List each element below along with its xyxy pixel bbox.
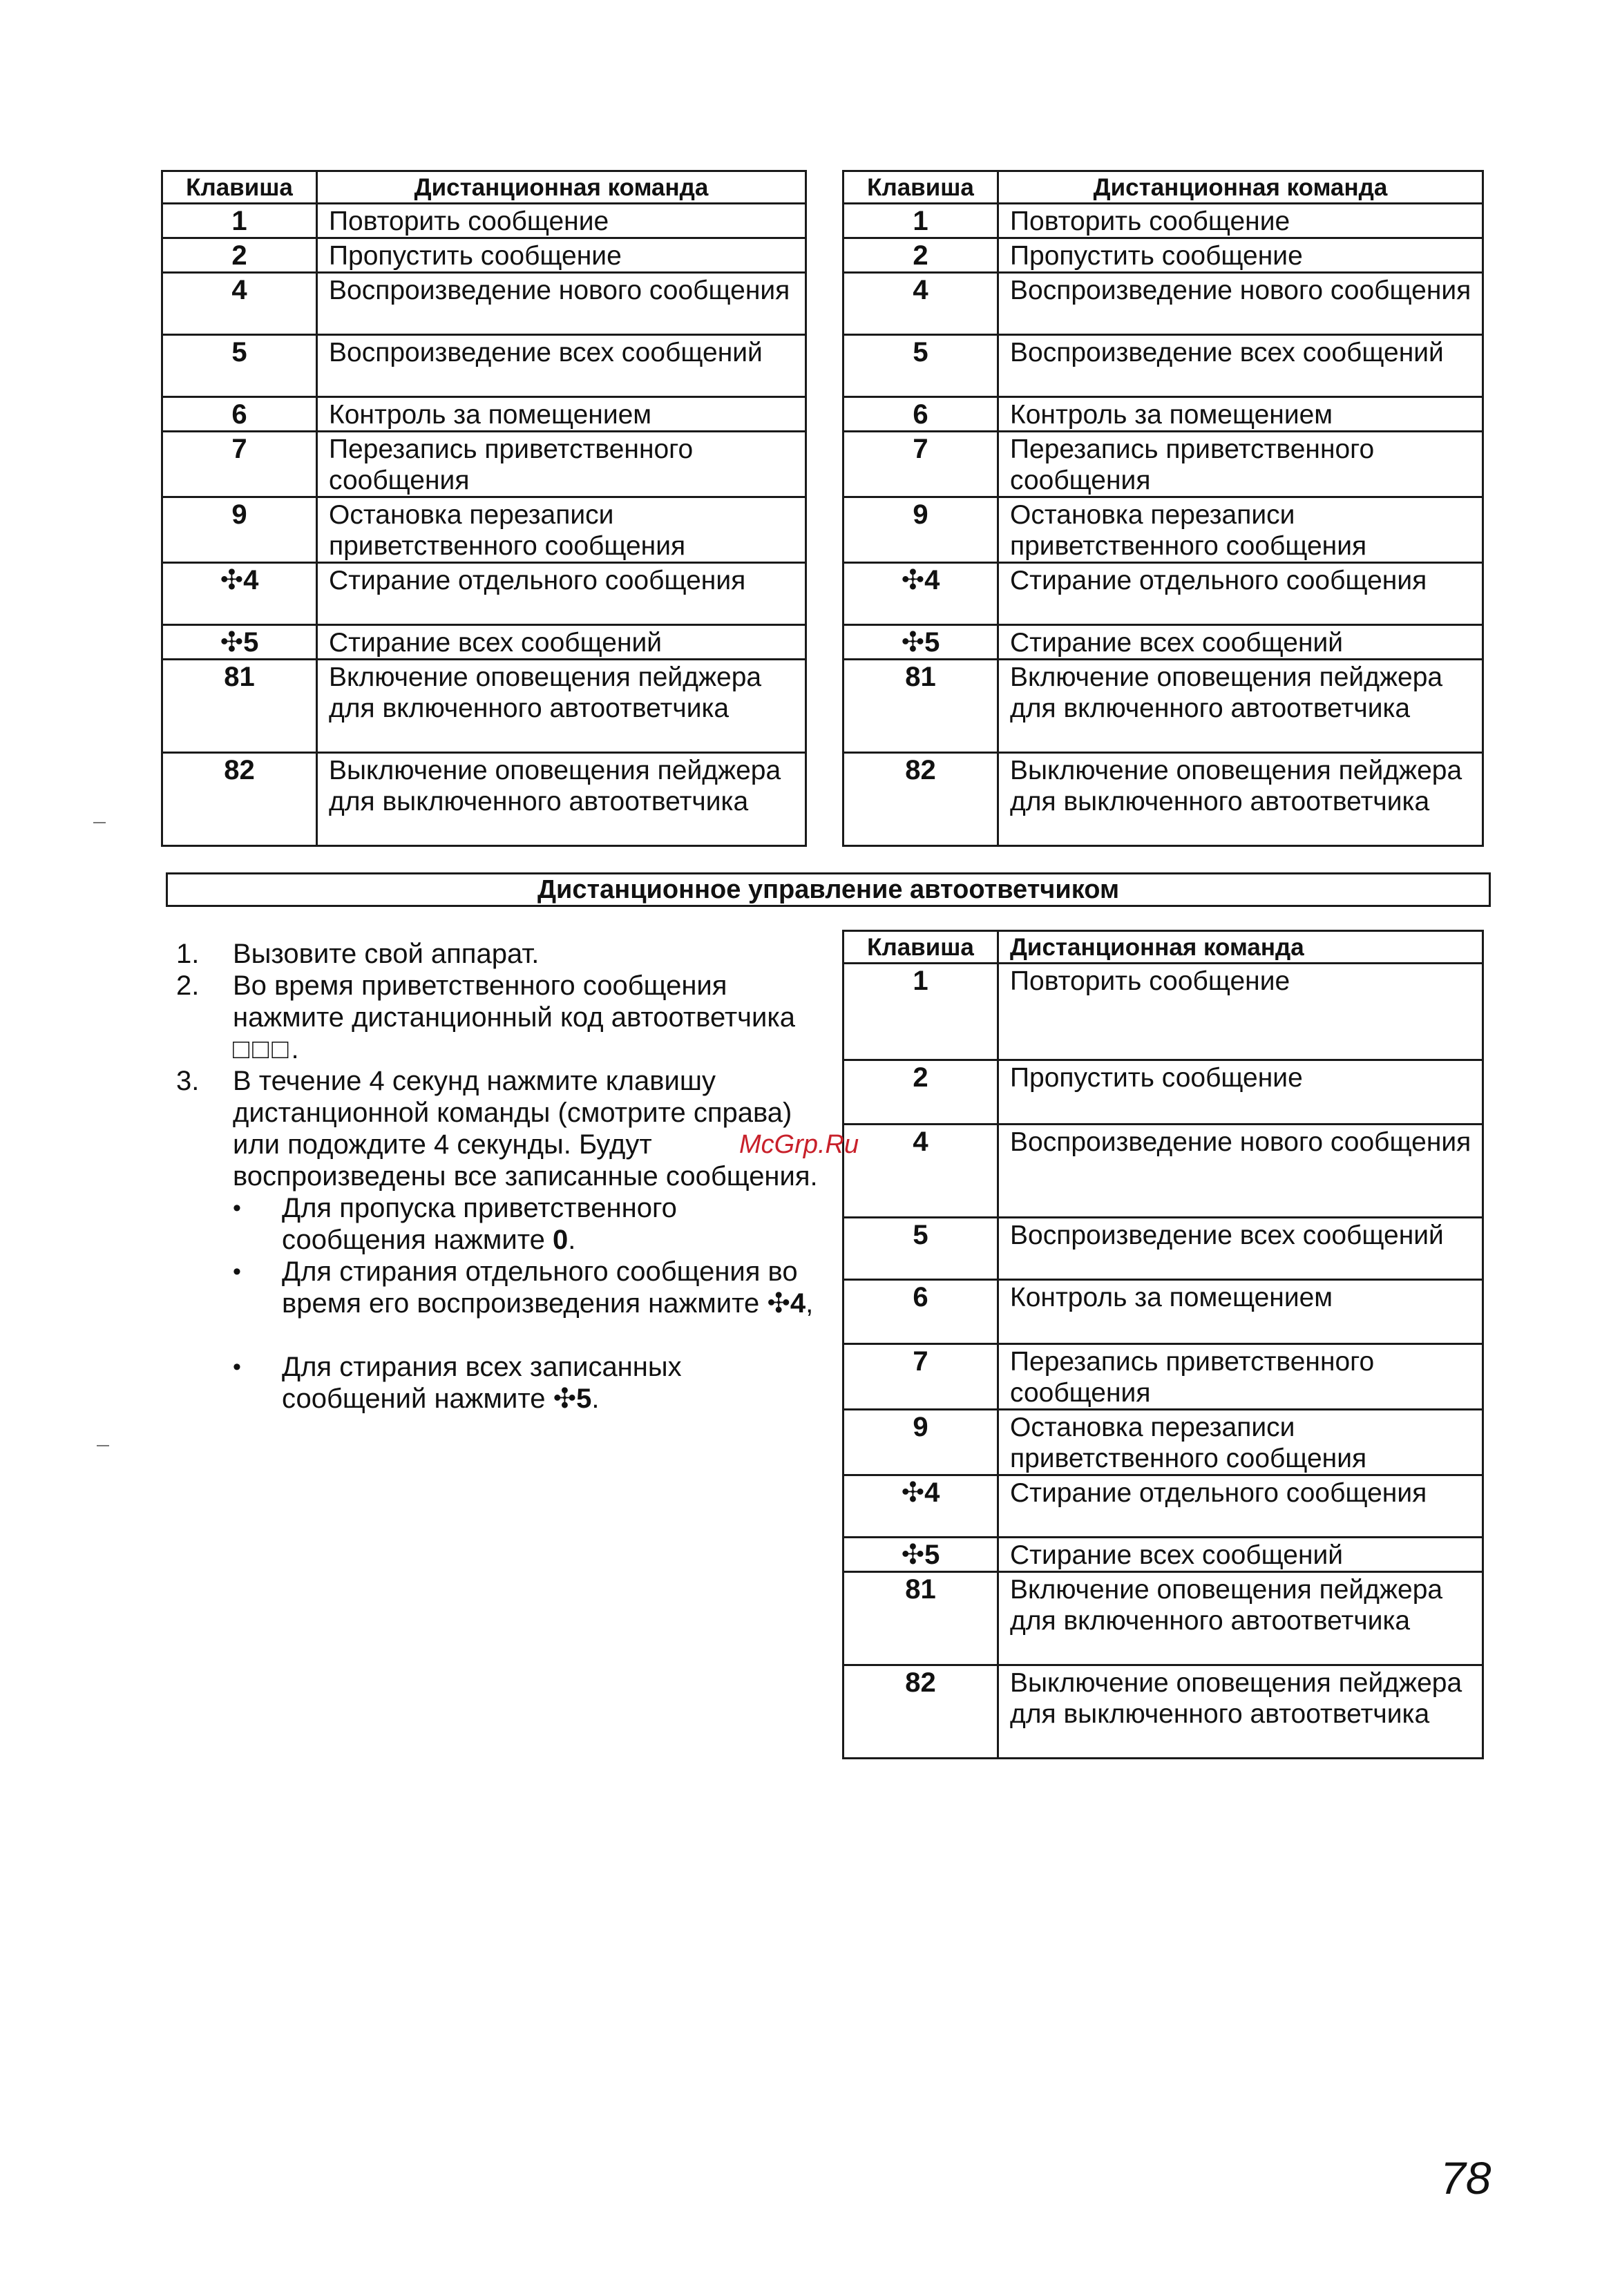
- row-command: Воспроизведение всех сообщений: [317, 335, 806, 397]
- bullet-skip-greeting: [176, 1192, 826, 1256]
- row-key: 7: [162, 432, 317, 497]
- instructions: [176, 938, 826, 1415]
- row-command: Включение оповещения пейджера для включенного автоответчика: [998, 1572, 1483, 1665]
- row-key: 81: [843, 1572, 998, 1665]
- step-number: 1.: [176, 939, 200, 969]
- row-key: 1: [162, 204, 317, 238]
- section-title: Дистанционное управление автоответчиком: [166, 872, 1491, 907]
- row-command: Стирание отдельного сообщения: [317, 563, 806, 625]
- command-table-bottom: [842, 930, 1484, 1759]
- header-key: Клавиша: [843, 171, 998, 204]
- row-command: Перезапись приветственного сообщения: [998, 432, 1483, 497]
- table-row: [843, 1475, 1483, 1538]
- row-key: 7: [843, 1344, 998, 1410]
- row-command: Включение оповещения пейджера для включенного автоответчика: [317, 660, 806, 753]
- row-command: Пропустить сообщение: [317, 238, 806, 273]
- row-command: Стирание отдельного сообщения: [998, 1475, 1483, 1538]
- row-key: 1: [843, 204, 998, 238]
- step-2: [176, 970, 826, 1065]
- header-command: Дистанционная команда: [998, 931, 1483, 964]
- table-row: [843, 238, 1483, 273]
- header-key: Клавиша: [162, 171, 317, 204]
- bullet-dot: •: [233, 1259, 241, 1285]
- table-row: [162, 397, 806, 432]
- step-number: 3.: [176, 1066, 200, 1096]
- table-row: [843, 1218, 1483, 1280]
- row-command: Повторить сообщение: [998, 204, 1483, 238]
- table-header-row: [162, 171, 806, 204]
- table-row: [843, 660, 1483, 753]
- table-row: [162, 497, 806, 563]
- row-key: 82: [843, 1665, 998, 1759]
- row-key: ✣4: [843, 1475, 998, 1538]
- row-key: 6: [162, 397, 317, 432]
- table-row: [162, 660, 806, 753]
- table-row: [162, 563, 806, 625]
- step-number: 2.: [176, 970, 200, 1001]
- row-key: ✣5: [843, 1538, 998, 1572]
- table-row: [162, 432, 806, 497]
- row-key: 81: [843, 660, 998, 753]
- table-row: [843, 1572, 1483, 1665]
- table-header-row: [843, 931, 1483, 964]
- table-row: [843, 432, 1483, 497]
- row-key: 5: [843, 1218, 998, 1280]
- row-key: 5: [843, 335, 998, 397]
- step-text: В течение 4 секунд нажмите клавишу дистанционной команды (смотрите справа) или подождите 4 секунды. Будут воспроизведены все записанные сообщения.: [233, 1066, 818, 1192]
- row-key: 1: [843, 964, 998, 1060]
- bullet-erase-all: [176, 1351, 826, 1415]
- table-row: [843, 1344, 1483, 1410]
- table-row: [843, 625, 1483, 660]
- row-command: Пропустить сообщение: [998, 238, 1483, 273]
- row-command: Выключение оповещения пейджера для выключенного автоответчика: [998, 1665, 1483, 1759]
- row-key: 9: [843, 1410, 998, 1475]
- table-row: [843, 204, 1483, 238]
- bullet-key: ✣4: [767, 1288, 806, 1319]
- row-key: 5: [162, 335, 317, 397]
- table-row: [162, 273, 806, 335]
- table-row: [843, 335, 1483, 397]
- bullet-dot: •: [233, 1354, 241, 1380]
- row-key: 4: [843, 273, 998, 335]
- bullet-text: Для стирания всех записанных сообщений нажмите: [282, 1352, 682, 1414]
- table-row: [843, 1665, 1483, 1759]
- table-body: [843, 964, 1483, 1759]
- header-command: Дистанционная команда: [317, 171, 806, 204]
- row-key: ✣5: [162, 625, 317, 660]
- command-table-top-right: [842, 170, 1484, 847]
- row-command: Контроль за помещением: [998, 397, 1483, 432]
- table-body: [162, 204, 806, 846]
- step-text: Во время приветственного сообщения нажмите дистанционный код автоответчика: [233, 970, 795, 1033]
- row-key: ✣4: [843, 563, 998, 625]
- row-command: Включение оповещения пейджера для включенного автоответчика: [998, 660, 1483, 753]
- table-row: [162, 335, 806, 397]
- bullet-end: .: [568, 1225, 576, 1255]
- row-command: Воспроизведение всех сообщений: [998, 1218, 1483, 1280]
- command-table-top-left: [161, 170, 807, 847]
- row-key: 6: [843, 1280, 998, 1344]
- row-command: Остановка перезаписи приветственного сообщения: [998, 1410, 1483, 1475]
- row-command: Перезапись приветственного сообщения: [317, 432, 806, 497]
- row-command: Воспроизведение всех сообщений: [998, 335, 1483, 397]
- table-row: [843, 1410, 1483, 1475]
- table-row: [843, 1060, 1483, 1125]
- row-key: 82: [162, 753, 317, 846]
- row-key: 82: [843, 753, 998, 846]
- row-key: 9: [162, 497, 317, 563]
- row-command: Контроль за помещением: [317, 397, 806, 432]
- table-row: [162, 753, 806, 846]
- scan-speck: [97, 1445, 109, 1446]
- row-command: Стирание отдельного сообщения: [998, 563, 1483, 625]
- step-1: [176, 938, 826, 970]
- bullet-text: Для пропуска приветственного сообщения нажмите: [282, 1193, 677, 1255]
- table-row: [843, 563, 1483, 625]
- table-row: [162, 625, 806, 660]
- bullet-end: ,: [806, 1288, 814, 1319]
- table-row: [843, 964, 1483, 1060]
- row-key: 9: [843, 497, 998, 563]
- table-row: [162, 204, 806, 238]
- bullet-key: ✣5: [553, 1384, 592, 1414]
- row-command: Повторить сообщение: [998, 964, 1483, 1060]
- step-end: .: [291, 1034, 299, 1064]
- table-row: [162, 238, 806, 273]
- table-row: [843, 397, 1483, 432]
- header-key: Клавиша: [843, 931, 998, 964]
- row-command: Воспроизведение нового сообщения: [317, 273, 806, 335]
- table-row: [843, 753, 1483, 846]
- scan-speck: [93, 822, 106, 823]
- row-command: Стирание всех сообщений: [317, 625, 806, 660]
- table-row: [843, 497, 1483, 563]
- row-command: Контроль за помещением: [998, 1280, 1483, 1344]
- header-command: Дистанционная команда: [998, 171, 1483, 204]
- bullet-dot: •: [233, 1195, 241, 1221]
- row-command: Стирание всех сообщений: [998, 1538, 1483, 1572]
- row-key: 2: [162, 238, 317, 273]
- row-key: 4: [162, 273, 317, 335]
- row-key: 81: [162, 660, 317, 753]
- row-key: 4: [843, 1125, 998, 1218]
- row-key: ✣5: [843, 625, 998, 660]
- table-row: [843, 1280, 1483, 1344]
- table-row: [843, 273, 1483, 335]
- row-command: Стирание всех сообщений: [998, 625, 1483, 660]
- step-text: Вызовите свой аппарат.: [233, 939, 540, 969]
- table-row: [843, 1125, 1483, 1218]
- row-command: Воспроизведение нового сообщения: [998, 273, 1483, 335]
- row-command: Повторить сообщение: [317, 204, 806, 238]
- bullet-end: .: [591, 1384, 600, 1414]
- row-key: 2: [843, 1060, 998, 1125]
- row-command: Воспроизведение нового сообщения: [998, 1125, 1483, 1218]
- row-command: Выключение оповещения пейджера для выключенного автоответчика: [317, 753, 806, 846]
- row-command: Остановка перезаписи приветственного сообщения: [317, 497, 806, 563]
- row-command: Остановка перезаписи приветственного сообщения: [998, 497, 1483, 563]
- row-command: Перезапись приветственного сообщения: [998, 1344, 1483, 1410]
- bullet-erase-one: [176, 1256, 826, 1319]
- step-3: [176, 1065, 826, 1192]
- row-command: Выключение оповещения пейджера для выключенного автоответчика: [998, 753, 1483, 846]
- table-body: [843, 204, 1483, 846]
- page-number: 78: [1440, 2152, 1491, 2203]
- row-key: ✣4: [162, 563, 317, 625]
- table-row: [843, 1538, 1483, 1572]
- watermark: McGrp.Ru: [739, 1130, 859, 1159]
- remote-code-boxes: □□□: [233, 1034, 292, 1064]
- row-command: Пропустить сообщение: [998, 1060, 1483, 1125]
- row-key: 2: [843, 238, 998, 273]
- row-key: 7: [843, 432, 998, 497]
- row-key: 6: [843, 397, 998, 432]
- bullet-text: Для стирания отдельного сообщения во время его воспроизведения нажмите: [282, 1256, 798, 1319]
- bullet-key: 0: [552, 1225, 569, 1255]
- table-header-row: [843, 171, 1483, 204]
